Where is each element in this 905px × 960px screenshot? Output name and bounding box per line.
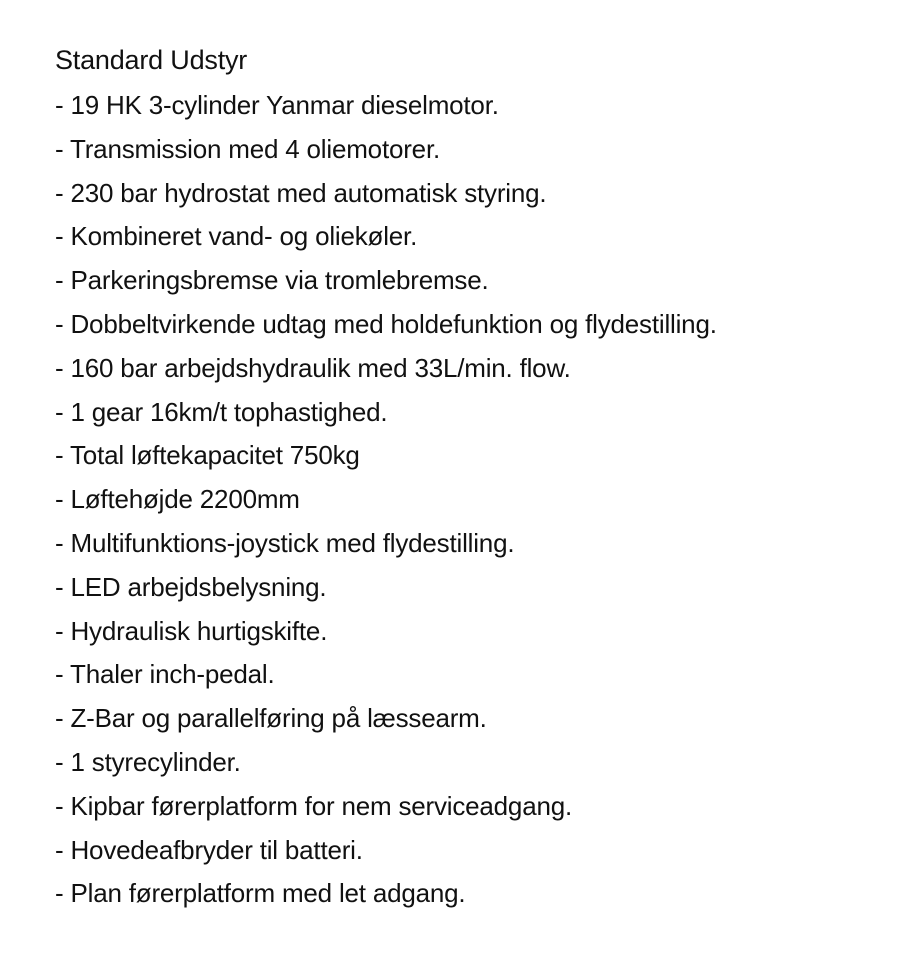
equipment-list — [55, 84, 895, 916]
list-item: - 160 bar arbejdshydraulik med 33L/min. flow. — [55, 352, 571, 383]
list-item: - Hovedeafbryder til batteri. — [55, 834, 363, 865]
list-item: - 19 HK 3-cylinder Yanmar dieselmotor. — [55, 90, 499, 120]
list-item: - Plan førerplatform med let adgang. — [55, 878, 466, 909]
list-item: - Parkeringsbremse via tromlebremse. — [55, 265, 489, 296]
list-item: - Total løftekapacitet 750kg — [55, 440, 360, 471]
list-item: - Kipbar førerplatform for nem serviceadgang. — [55, 790, 572, 821]
list-item: - LED arbejdsbelysning. — [55, 571, 327, 602]
list-item: - Z-Bar og parallelføring på læssearm. — [55, 703, 487, 734]
list-item: - 230 bar hydrostat med automatisk styring. — [55, 177, 547, 208]
equipment-document — [55, 42, 895, 916]
list-item: - Multifunktions-joystick med flydestilling. — [55, 527, 515, 558]
list-item: - Thaler inch-pedal. — [55, 659, 275, 690]
list-item: - 1 styrecylinder. — [55, 746, 241, 777]
list-item: - Løftehøjde 2200mm — [55, 484, 300, 515]
list-item: - Transmission med 4 oliemotorer. — [55, 133, 440, 164]
list-item: - 1 gear 16km/t tophastighed. — [55, 396, 388, 427]
document-title: Standard Udstyr — [55, 45, 248, 75]
list-item: - Hydraulisk hurtigskifte. — [55, 615, 328, 646]
list-item: - Dobbeltvirkende udtag med holdefunktion og flydestilling. — [55, 308, 717, 339]
list-item: - Kombineret vand- og oliekøler. — [55, 221, 418, 252]
